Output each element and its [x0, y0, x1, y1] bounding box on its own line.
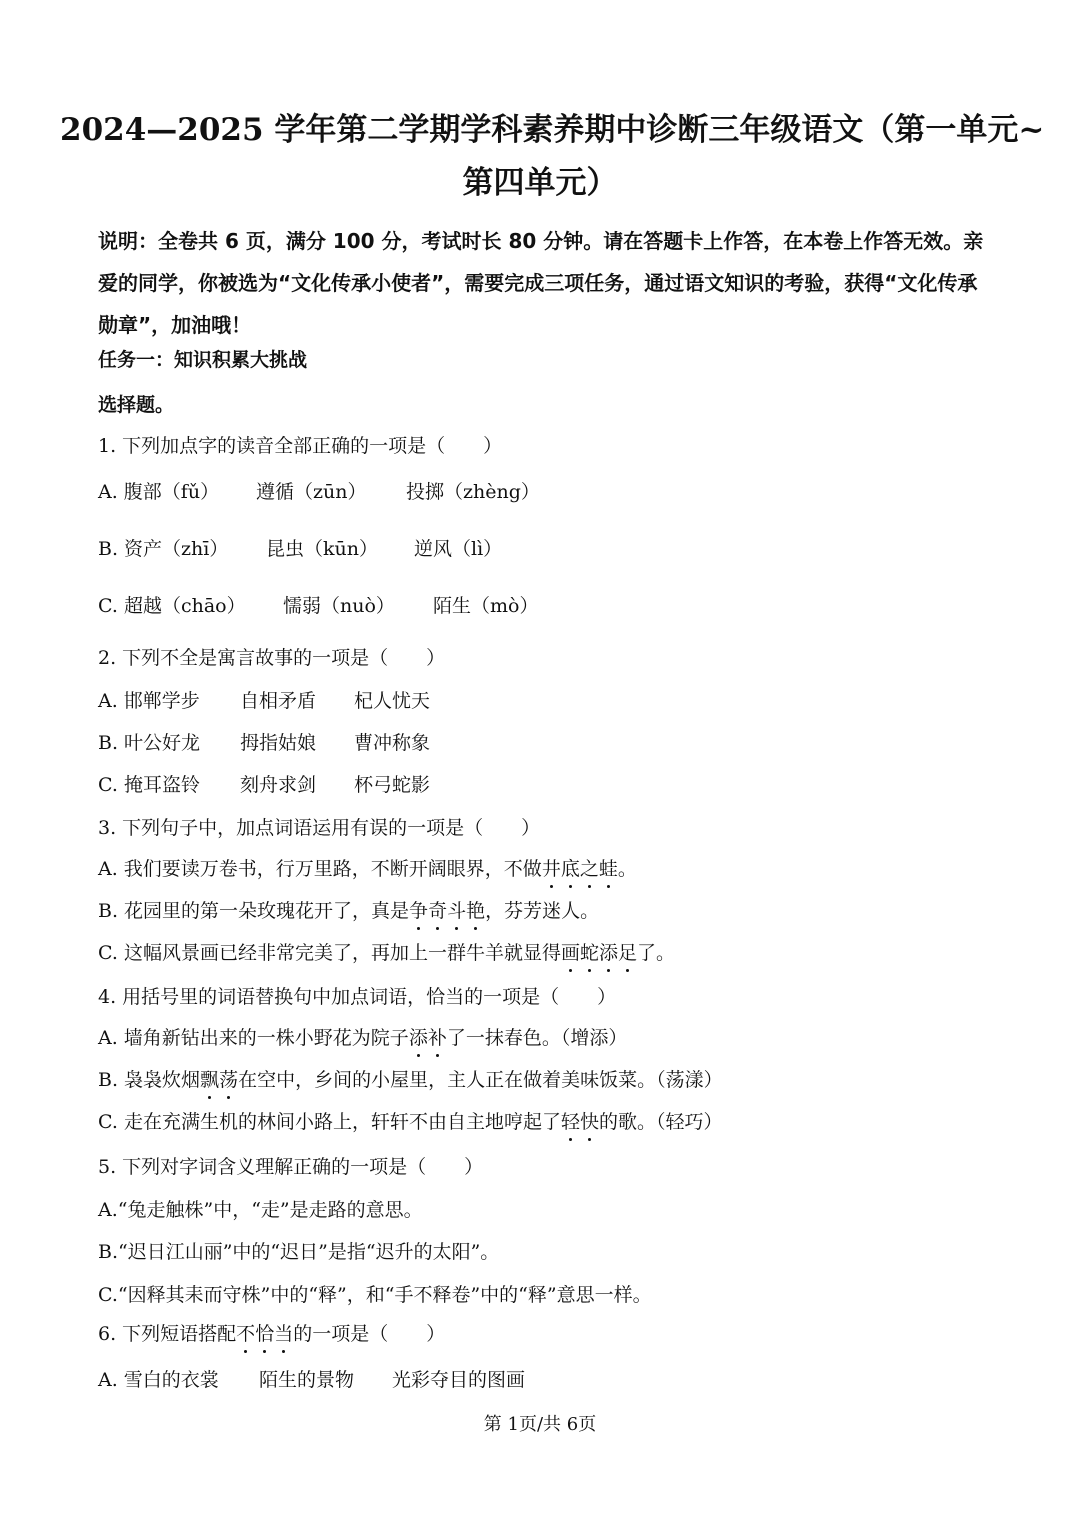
question-1-option-b [98, 535, 502, 563]
dotted-word [236, 1323, 293, 1345]
dotted-char: 斗 [447, 897, 466, 925]
question-2-stem: 2. 下列不全是寓言故事的一项是（ ） [98, 647, 446, 669]
option-item: 杞人忧天 [354, 690, 431, 712]
instructions: 说明：全卷共 6 页，满分 100 分，考试时长 80 分钟。请在答题卡上作答，在本卷上作答无效。亲爱的同学，你被选为“文化传承小使者”，需要完成三项任务，通过语文知识的考验，获得“文化传承勋章”，加油哦！ [98, 229, 984, 337]
option-text: 了。 [637, 942, 676, 964]
question-5-option-b: B.“迟日江山丽”中的“迟日”是指“迟升的太阳”。 [98, 1241, 500, 1263]
dotted-char: 足 [618, 939, 637, 967]
option-item: 陌生（mò） [433, 595, 539, 617]
question-2-option-b [98, 729, 430, 757]
option-text: 的一项是（ ） [293, 1323, 446, 1345]
option-text: 在空中，乡间的小屋里，主人正在做着美味饭菜。（荡漾） [238, 1069, 723, 1091]
option-item: 光彩夺目的图画 [392, 1369, 526, 1391]
page-number: 第 1页/共 6页 [483, 1414, 597, 1435]
dotted-char: 补 [428, 1024, 447, 1052]
dotted-char: 添 [409, 1024, 428, 1052]
question-1-option-c [98, 592, 538, 620]
option-item: C. 掩耳盗铃 [98, 774, 200, 796]
dotted-char: 不 [236, 1320, 255, 1348]
option-item: 懦弱（nuò） [283, 595, 395, 617]
option-text: B. 袅袅炊烟 [98, 1069, 201, 1091]
option-item: 拇指姑娘 [240, 732, 317, 754]
section-heading: 选择题。 [98, 394, 175, 416]
option-item: A. 邯郸学步 [98, 690, 200, 712]
dotted-word [561, 1111, 599, 1133]
dotted-char: 添 [599, 939, 618, 967]
option-text: 了一抹春色。（增添） [446, 1027, 628, 1049]
dotted-word [200, 1069, 238, 1091]
dotted-char: 飘 [200, 1066, 219, 1094]
question-6-stem [98, 1320, 445, 1348]
question-1-option-a [98, 478, 540, 506]
question-2-option-a [98, 687, 430, 715]
option-text: 。 [617, 858, 637, 880]
question-5-option-c: C.“因释其耒而守株”中的“释”，和“手不释卷”中的“释”意思一样。 [98, 1284, 652, 1306]
dotted-char: 井 [542, 855, 561, 883]
option-text: C. 走在充满生机的林间小路上，轩轩不由自主地哼起了 [98, 1111, 561, 1133]
dotted-char: 轻 [561, 1108, 580, 1136]
question-4-option-a [98, 1024, 627, 1052]
option-item: C. 超越（chāo） [98, 595, 246, 617]
option-text: B. 花园里的第一朵玫瑰花开了，真是 [98, 900, 410, 922]
dotted-char: 之 [580, 855, 599, 883]
option-item: 遵循（zūn） [256, 481, 367, 503]
dotted-char: 荡 [219, 1066, 238, 1094]
dotted-char: 底 [561, 855, 580, 883]
option-item: A. 腹部（fǔ） [98, 481, 220, 503]
dotted-word [409, 1027, 447, 1049]
option-item: 投掷（zhèng） [406, 481, 540, 503]
dotted-word [561, 942, 637, 964]
option-item: 逆风（lì） [414, 538, 503, 560]
option-text: A. 我们要读万卷书，行万里路，不断开阔眼界，不做 [98, 858, 542, 880]
task-heading: 任务一：知识积累大挑战 [98, 349, 308, 371]
page-title-line2: 第四单元） [462, 165, 618, 201]
option-item: 杯弓蛇影 [354, 774, 431, 796]
option-item: 昆虫（kūn） [266, 538, 378, 560]
option-text: 的歌。（轻巧） [598, 1111, 723, 1133]
dotted-char: 快 [580, 1108, 599, 1136]
question-3-option-b [98, 897, 599, 925]
page-title-line1: 2024—2025 学年第二学期学科素养期中诊断三年级语文（第一单元~ [60, 112, 1045, 148]
option-item: 刻舟求剑 [240, 774, 317, 796]
question-3-option-a [98, 855, 637, 883]
option-text: ，芬芳迷人。 [485, 900, 600, 922]
question-4-stem: 4. 用括号里的词语替换句中加点词语，恰当的一项是（ ） [98, 986, 617, 1008]
option-item: 自相矛盾 [240, 690, 317, 712]
option-item: 陌生的景物 [259, 1369, 355, 1391]
question-5-option-a: A.“兔走触株”中，“走”是走路的意思。 [98, 1199, 423, 1221]
question-2-option-c [98, 771, 430, 799]
dotted-word [409, 900, 485, 922]
dotted-char: 恰 [255, 1320, 274, 1348]
dotted-char: 蛇 [580, 939, 599, 967]
option-item: A. 雪白的衣裳 [98, 1369, 219, 1391]
option-item: B. 叶公好龙 [98, 732, 201, 754]
dotted-char: 争 [409, 897, 428, 925]
option-text: C. 这幅风景画已经非常完美了，再加上一群牛羊就显得 [98, 942, 561, 964]
question-4-option-b [98, 1066, 723, 1094]
dotted-char: 奇 [428, 897, 447, 925]
dotted-char: 当 [274, 1320, 293, 1348]
dotted-char: 艳 [466, 897, 485, 925]
question-3-option-c [98, 939, 675, 967]
dotted-word [542, 858, 618, 880]
option-text: 6. 下列短语搭配 [98, 1323, 237, 1345]
question-1-stem: 1. 下列加点字的读音全部正确的一项是（ ） [98, 435, 503, 457]
option-text: A. 墙角新钻出来的一株小野花为院子 [98, 1027, 409, 1049]
question-6-option-a [98, 1366, 525, 1394]
question-4-option-c [98, 1108, 723, 1136]
dotted-char: 画 [561, 939, 580, 967]
question-5-stem: 5. 下列对字词含义理解正确的一项是（ ） [98, 1156, 484, 1178]
question-3-stem: 3. 下列句子中，加点词语运用有误的一项是（ ） [98, 817, 541, 839]
option-item: B. 资产（zhī） [98, 538, 229, 560]
dotted-char: 蛙 [599, 855, 618, 883]
option-item: 曹冲称象 [354, 732, 431, 754]
